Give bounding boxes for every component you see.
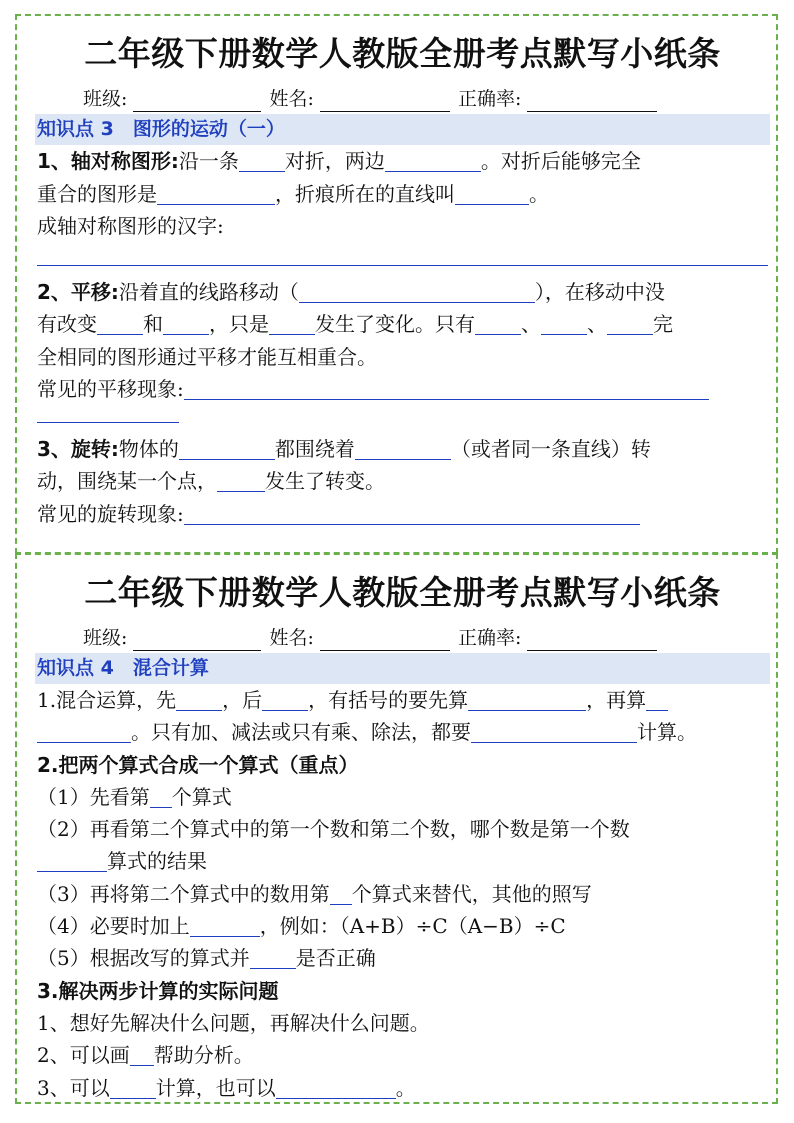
blank[interactable] [646,688,668,711]
name-label: 姓名: [269,88,314,110]
blank[interactable] [184,377,709,400]
blank[interactable] [37,720,131,743]
p1-line-2: 重合的图形是 ，折痕所在的直线叫 。 [37,181,549,206]
p2-line-4: 常见的平移现象: [37,373,768,406]
s4-step-4: （4）必要时加上 ，例如：（A+B）÷C（A−B）÷C [37,914,566,939]
blank[interactable] [217,469,265,492]
s4-heading-2: 2.把两个算式合成一个算式（重点） [37,752,359,777]
class-field[interactable] [133,628,261,651]
blank[interactable] [262,688,308,711]
s4-step-2: （2）再看第二个算式中的第一个数和第二个数，哪个数是第一个数 [37,817,630,842]
s4-step-3: （3）再将第二个算式中的数用第 个算式来替代，其他的照写 [37,881,592,906]
blank[interactable] [269,312,315,335]
s4-step-2b: 算式的结果 [37,845,768,877]
blank[interactable] [385,149,481,172]
page-title-2: 二年级下册数学人教版全册考点默写小纸条 [84,573,721,612]
section-header-3: 知识点 3 图形的运动（一） [35,114,770,145]
s4-q-1: 1、想好先解决什么问题，再解决什么问题。 [37,1010,430,1035]
name-label: 姓名: [269,627,314,649]
blank[interactable] [607,312,653,335]
accuracy-field[interactable] [527,628,657,651]
blank[interactable] [455,182,529,205]
accuracy-label: 正确率: [458,627,522,649]
blank[interactable] [276,1076,396,1099]
p3-line-1: 3、旋转:物体的 都围绕着 （或者同一条直线）转 [37,436,651,461]
info-row-2 [37,623,768,653]
s4-heading-3: 3.解决两步计算的实际问题 [37,978,279,1003]
blank[interactable] [157,182,275,205]
blank[interactable] [190,914,260,937]
class-field[interactable] [133,89,261,112]
blank[interactable] [541,312,587,335]
p3-line-2: 动，围绕某一个点， 发生了转变。 [37,469,385,493]
blank[interactable] [176,688,222,711]
blank[interactable] [110,1076,156,1099]
blank[interactable] [163,312,209,335]
name-field[interactable] [320,89,450,112]
blank[interactable] [37,406,179,423]
p2-line-3: 全相同的图形通过平移才能互相重合。 [37,344,377,369]
class-label: 班级: [83,627,128,649]
class-label: 班级: [83,88,128,110]
blank[interactable] [471,720,637,743]
blank[interactable] [299,280,535,303]
s4-line-2: 。只有加、减法或只有乘、除法，都要 计算。 [37,716,768,748]
p1-heading: 1、轴对称图形: [37,149,179,173]
blank[interactable] [97,312,143,335]
blank[interactable] [150,785,172,808]
info-row [37,84,768,114]
p2-line-2: 有改变 和 ，只是 发生了变化。只有 、 、 完 [37,312,673,336]
s4-step-5: （5）根据改写的算式并 是否正确 [37,946,376,971]
blank[interactable] [184,502,640,525]
accuracy-field[interactable] [527,89,657,112]
blank[interactable] [179,437,275,460]
note-card-1 [15,14,778,554]
page-title: 二年级下册数学人教版全册考点默写小纸条 [84,34,721,73]
p2-heading: 2、平移: [37,279,119,304]
blank[interactable] [239,149,285,172]
s4-q-2: 2、可以画 帮助分析。 [37,1043,254,1068]
blank[interactable] [355,437,451,460]
s4-line-1: 1.混合运算，先 ，后 ，有括号的要先算 ，再算 [37,684,768,716]
accuracy-label: 正确率: [458,88,522,110]
p1-line-1: 1、轴对称图形:沿一条 对折，两边 。对折后能够完全 [37,149,641,173]
p2-line-1: 2、平移:沿着直的线路移动（ ），在移动中没 [37,279,665,304]
section-header-4: 知识点 4 混合计算 [35,653,770,684]
blank[interactable] [475,312,521,335]
blank-full[interactable] [37,243,768,266]
note-card-2 [15,553,778,1104]
s4-q-3: 3、可以 计算，也可以 。 [37,1075,416,1100]
blank[interactable] [37,849,107,872]
s4-step-1: （1）先看第 个算式 [37,784,232,809]
p3-line-3: 常见的旋转现象: [37,498,768,531]
p3-heading: 3、旋转: [37,436,119,461]
blank[interactable] [330,882,352,905]
blank[interactable] [130,1043,154,1066]
p1-line-3: 成轴对称图形的汉字: [37,214,224,238]
name-field[interactable] [320,628,450,651]
blank[interactable] [250,946,296,969]
blank[interactable] [468,688,586,711]
